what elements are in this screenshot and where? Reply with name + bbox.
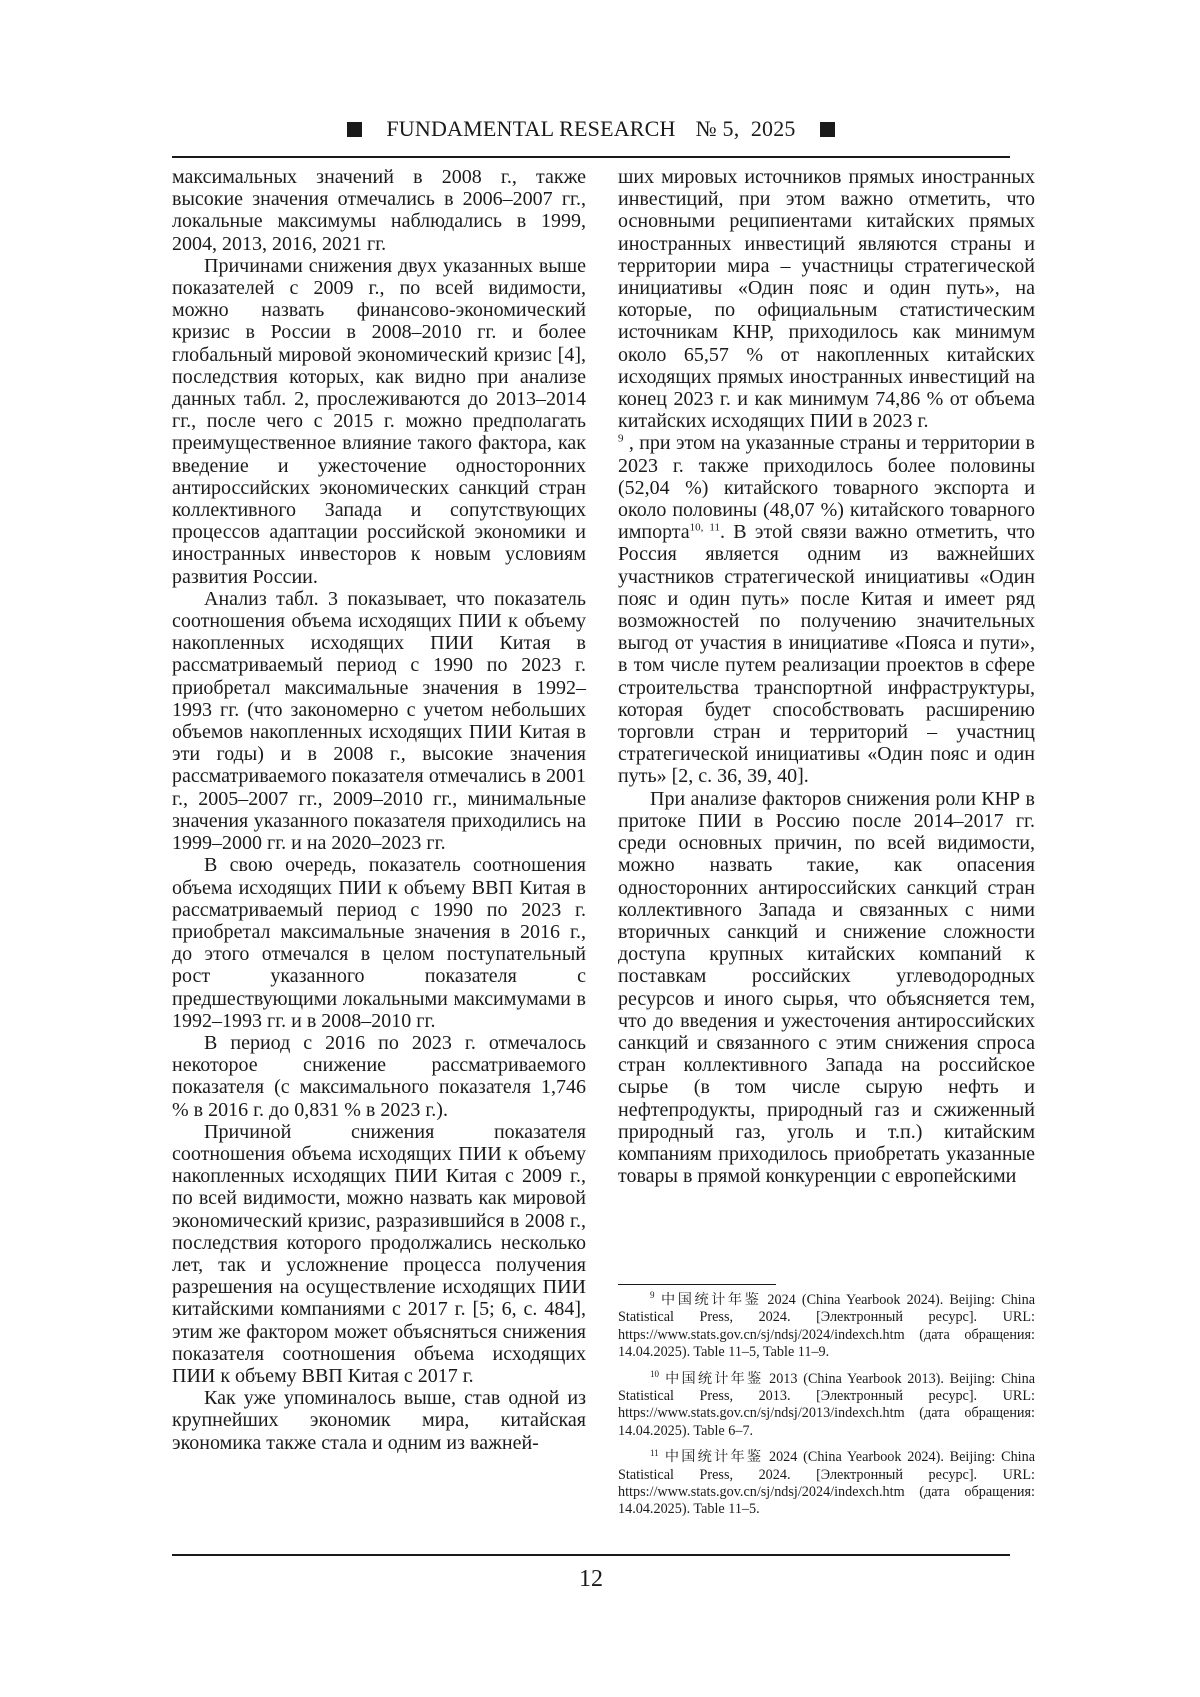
left-column <box>172 166 586 1454</box>
paragraph: Как уже упоминалось выше, став одной из крупнейших экономик мира, китайская экономика также стала и одним из важней- <box>172 1387 586 1454</box>
text-run: ших мировых источников прямых иностранных инвестиций, при этом важно отметить, что основными реципиентами китайских прямых иностранных инвестиций являются страны и территории мира – участницы стратегической инициативы «Один пояс и один путь», на которые, по официальным статистическим источникам КНР, приходилось как минимум около 65,57 % от накопленных китайских исходящих прямых иностранных инвестиций на конец 2023 г. и как минимум 74,86 % от объема китайских исходящих ПИИ в 2023 г. <box>618 166 1035 433</box>
journal-title: FUNDAMENTAL RESEARCH <box>386 116 676 141</box>
issue-number: № 5, 2025 <box>695 116 796 141</box>
footer-rule <box>172 1554 1010 1556</box>
paragraph: При анализе факторов снижения роли КНР в притоке ПИИ в Россию после 2014–2017 гг. среди основных причин, по всей видимости, можно назвать такие, как опасения односторонних антироссийских санкций стран коллективного Запада и связанных с ними вторичных санкций и снижение сложности доступа крупных китайских компаний к поставкам российских углеводородных ресурсов и иного сырья, что объясняется тем, что до введения и ужесточения антироссийских санкций и связанного с этим снижения спроса стран коллективного Запада на российское сырье (в том числе сырую нефть и нефтепродукты, природный газ и сжиженный природный газ, уголь и т.п.) китайским компаниям приходилось приобретать указанные товары в прямой конкуренции с европейскими <box>618 787 1035 1188</box>
paragraph: максимальных значений в 2008 г., также высокие значения отмечались в 2006–2007 гг., локальные максимумы наблюдались в 1999, 2004, 2013, 2016, 2021 гг. <box>172 166 586 255</box>
header-rule <box>172 156 1010 158</box>
paragraph: В свою очередь, показатель соотношения объема исходящих ПИИ к объему ВВП Китая в рассматриваемый период с 1990 по 2023 г. приобретал максимальные значения в 2016 г., до этого отмечался в целом поступательный рост указанного показателя с предшествующими локальными максимумами в 1992–1993 гг. и в 2008–2010 гг. <box>172 854 586 1032</box>
footnote-rule <box>618 1284 776 1285</box>
footnote <box>618 1292 1035 1362</box>
footnote-ref[interactable]: 10, 11 <box>689 521 721 534</box>
paragraph <box>618 166 1035 788</box>
square-bullet-icon <box>347 122 362 137</box>
square-bullet-icon <box>820 122 835 137</box>
paragraph: Причиной снижения показателя соотношения объема исходящих ПИИ к объему накопленных исходящих ПИИ Китая с 2009 г., по всей видимости, можно назвать как мировой экономический кризис, разразившийся в 2008 г., последствия которого продолжались несколько лет, так и усложнение процесса получения разрешения на осуществление исходящих ПИИ китайскими компаниями с 2017 г. [5; 6, с. 484], этим же фактором может объясняться снижения показателя соотношения объема исходящих ПИИ к объему ВВП Китая с 2017 г. <box>172 1120 586 1387</box>
footnote-number: 11 <box>650 1447 659 1458</box>
footnote <box>618 1368 1035 1441</box>
right-column <box>618 166 1035 1187</box>
page-number: 12 <box>579 1566 603 1592</box>
footnote-number: 9 <box>650 1290 655 1301</box>
text-run: . В этой связи важно отметить, что Россия является одним из важнейших участников стратегической инициативы «Один пояс и один путь» после Китая и имеет ряд возможностей по получению значительных выгод от участия в инициативе «Пояса и пути», в том числе путем реализации проектов в сфере строительства транспортной инфраструктуры, которая будет способствовать расширению торговли стран и территорий – участниц стратегической инициативы «Один пояс и один путь» [2, с. 36, 39, 40]. <box>618 521 1036 788</box>
running-header <box>172 112 1010 146</box>
paragraph: Анализ табл. 3 показывает, что показатель соотношения объема исходящих ПИИ к объему накопленных исходящих ПИИ Китая в рассматриваемый период с 1990 по 2023 г. приобретал максимальные значения в 1992–1993 гг. (что закономерно с учетом небольших объемов накопленных исходящих ПИИ Китая в эти годы) и в 2008 г., высокие значения рассматриваемого показателя отмечались в 2001 г., 2005–2007 гг., 2009–2010 гг., минимальные значения указанного показателя приходились на 1999–2000 гг. и на 2020–2023 гг. <box>172 587 586 855</box>
footnote-text: 中国统计年鉴 2024 (China Yearbook 2024). Beijing: China Statistical Press, 2024. [Электронный ресурс]. URL: https://www.stats.gov.cn/sj/ndsj/2024/indexch.htm (дата обращения: 14.04.2025). Table 11–5, Table 11–9. <box>618 1292 1035 1361</box>
footnote-ref[interactable]: 9 <box>618 432 624 445</box>
paragraph: Причинами снижения двух указанных выше показателей с 2009 г., по всей видимости, можно назвать финансово-экономический кризис в России в 2008–2010 гг. и более глобальный мировой экономический кризис [4], последствия которых, как видно при анализе данных табл. 2, прослеживаются до 2013–2014 гг., после чего с 2015 г. можно предполагать преимущественное влияние такого фактора, как введение и ужесточение односторонних антироссийских экономических санкций стран коллективного Запада и сопутствующих процессов адаптации российской экономики и иностранных инвесторов к новым условиям развития России. <box>172 254 586 588</box>
paragraph: В период с 2016 по 2023 г. отмечалось некоторое снижение рассматриваемого показателя (с максимального показателя 1,746 % в 2016 г. до 0,831 % в 2023 г.). <box>172 1031 586 1121</box>
footnotes <box>618 1292 1035 1528</box>
text-run: , при этом на указанные страны и территории в 2023 г. также приходилось более половины (52,04 %) китайского товарного экспорта и около половины (48,07 %) китайского товарного импорта <box>618 432 1035 544</box>
footnote-number: 10 <box>650 1368 659 1379</box>
footnote <box>618 1449 1035 1519</box>
footnote-text: 中国统计年鉴 2024 (China Yearbook 2024). Beijing: China Statistical Press, 2024. [Электронный ресурс]. URL: https://www.stats.gov.cn/sj/ndsj/2024/indexch.htm (дата обращения: 14.04.2025). Table 11–5. <box>618 1449 1035 1518</box>
footnote-text: 中国统计年鉴 2013 (China Yearbook 2013). Beijing: China Statistical Press, 2013. [Электронный ресурс]. URL: https://www.stats.gov.cn/sj/ndsj/2013/indexch.htm (дата обращения: 14.04.2025). Table 6–7. <box>618 1370 1035 1439</box>
